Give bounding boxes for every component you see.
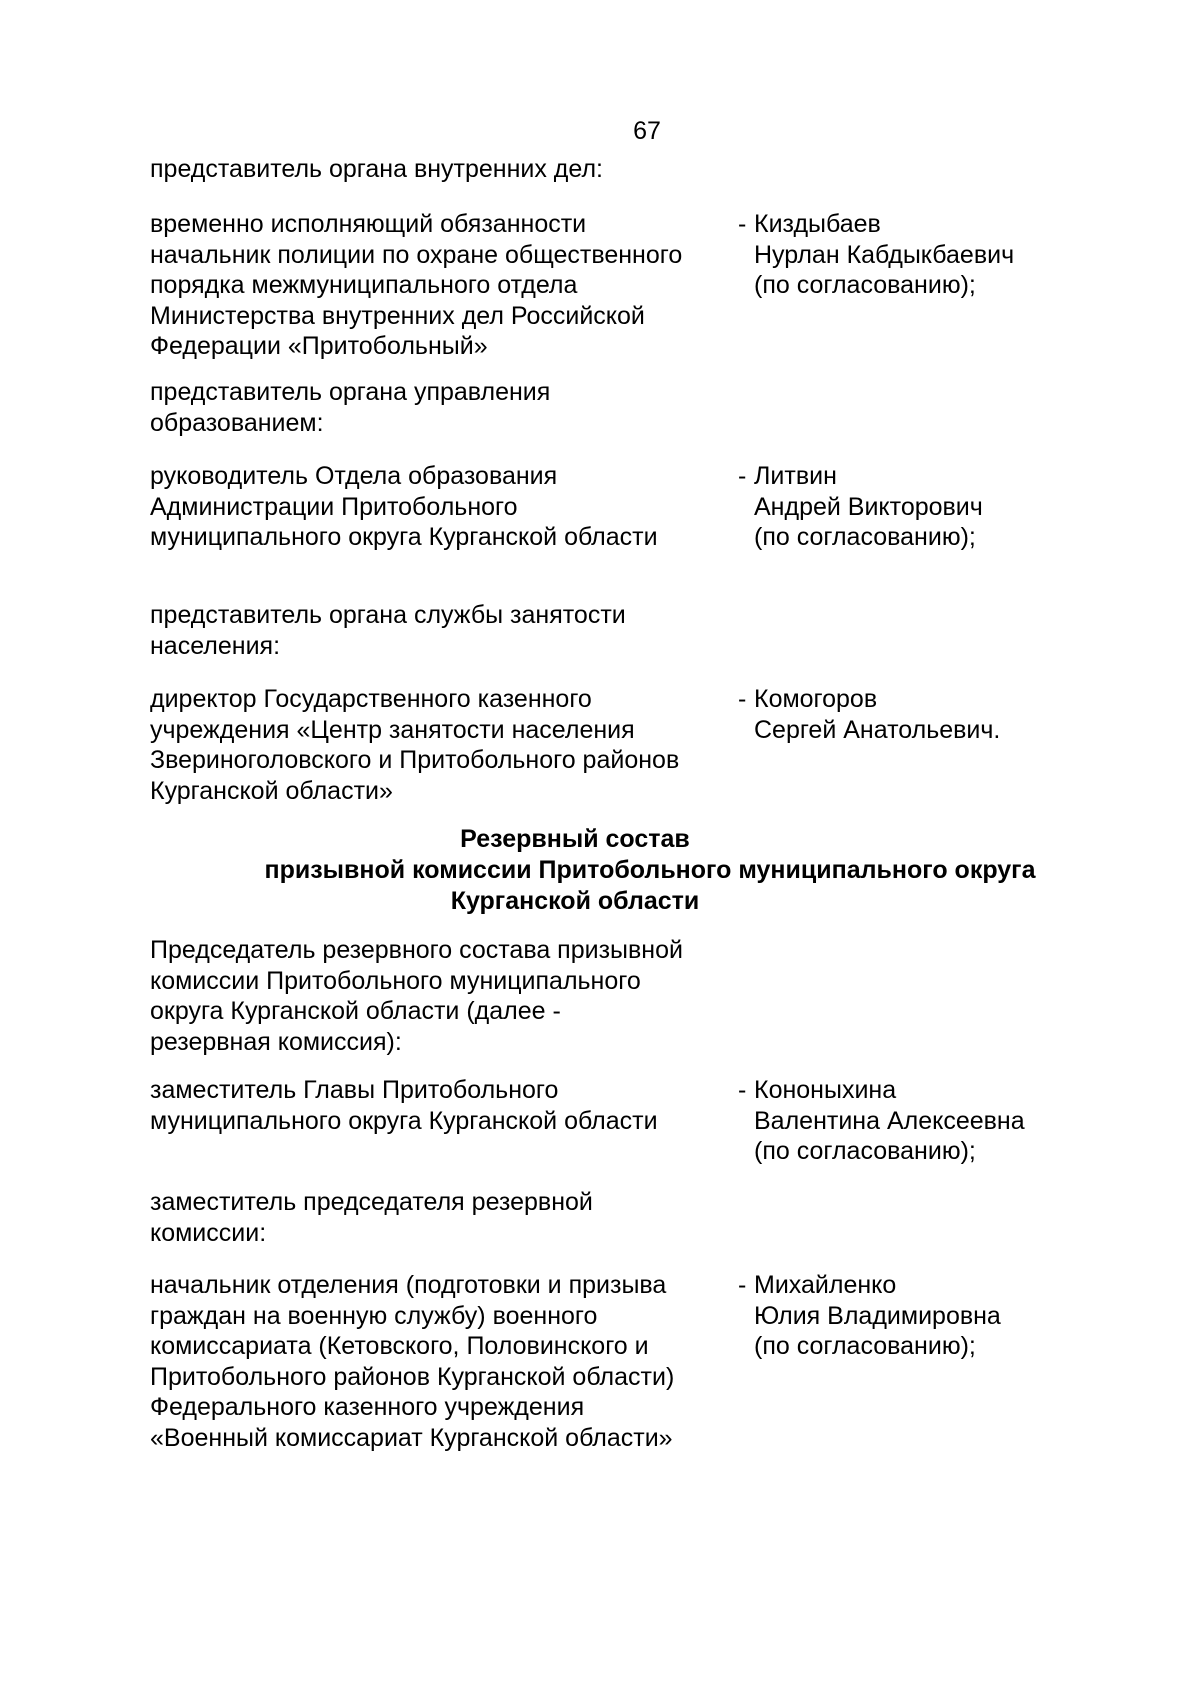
reserve-composition-title xyxy=(150,824,1150,917)
person-surname: Литвин xyxy=(754,462,837,490)
section-heading-reserve-deputy xyxy=(150,1187,1090,1248)
heading-line: Председатель резервного состава призывной xyxy=(150,936,683,964)
heading-line: представитель органа управления xyxy=(150,378,551,406)
section-heading-employment xyxy=(150,600,1090,661)
position-line: Федерации «Притобольный» xyxy=(150,332,488,360)
member-person xyxy=(738,461,1068,553)
position-line: «Военный комиссариат Курганской области» xyxy=(150,1423,673,1452)
heading-line: образованием: xyxy=(150,408,324,437)
position-line: комиссариата (Кетовского, Половинского и xyxy=(150,1332,649,1360)
position-line: муниципального округа Курганской области xyxy=(150,523,658,551)
position-line: заместитель Главы Притобольного xyxy=(150,1076,559,1104)
position-line: директор Государственного казенного xyxy=(150,685,592,713)
member-person xyxy=(738,684,1068,745)
person-surname: Киздыбаев xyxy=(754,210,881,238)
person-name: Валентина Алексеевна xyxy=(754,1106,1025,1135)
person-note: (по согласованию); xyxy=(754,271,976,299)
member-position xyxy=(150,1075,730,1136)
position-line: Притобольного районов Курганской области) xyxy=(150,1362,675,1391)
heading-line: населения: xyxy=(150,631,281,660)
position-line: Курганской области» xyxy=(150,776,393,805)
member-position xyxy=(150,684,730,806)
person-note: (по согласованию); xyxy=(754,1332,976,1360)
title-line: Резервный состав xyxy=(460,825,690,853)
person-name: Нурлан Кабдыкбаевич xyxy=(754,240,1015,269)
position-line: Администрации Притобольного xyxy=(150,492,518,521)
section-heading-education xyxy=(150,377,1090,438)
heading-line: комиссии: xyxy=(150,1218,267,1247)
person-surname: Комогоров xyxy=(754,685,878,713)
person-surname: Кононыхина xyxy=(754,1076,897,1104)
member-row-reserve-chairman xyxy=(150,1075,1090,1167)
member-row-reserve-deputy xyxy=(150,1270,1090,1453)
position-line: Звериноголовского и Притобольного районов xyxy=(150,746,680,774)
heading-line: резервная комиссия): xyxy=(150,1027,402,1056)
member-position xyxy=(150,461,730,553)
person-name: Юлия Владимировна xyxy=(754,1301,1001,1330)
member-person xyxy=(738,1075,1068,1167)
position-line: начальник отделения (подготовки и призыва xyxy=(150,1271,667,1299)
title-line: Курганской области xyxy=(450,887,700,915)
position-line: руководитель Отдела образования xyxy=(150,462,558,490)
position-line: учреждения «Центр занятости населения xyxy=(150,715,635,744)
page-number: 67 xyxy=(633,117,661,145)
heading-line: представитель органа службы занятости xyxy=(150,601,626,629)
person-note: (по согласованию); xyxy=(754,523,976,551)
heading-line: заместитель председателя резервной xyxy=(150,1188,593,1216)
member-row-education xyxy=(150,461,1090,553)
position-line: начальник полиции по охране общественного xyxy=(150,240,683,269)
person-surname: Михайленко xyxy=(754,1271,897,1299)
heading-line: представитель органа внутренних дел: xyxy=(150,155,604,183)
dash-mark: - xyxy=(738,1271,747,1299)
dash-mark: - xyxy=(738,210,747,238)
member-person xyxy=(738,209,1068,301)
dash-mark: - xyxy=(738,685,747,713)
person-name: Андрей Викторович xyxy=(754,492,983,521)
heading-line: комиссии Притобольного муниципального xyxy=(150,966,641,995)
person-name: Сергей Анатольевич. xyxy=(754,715,1001,744)
dash-mark: - xyxy=(738,462,747,490)
member-row-employment xyxy=(150,684,1090,806)
position-line: муниципального округа Курганской области xyxy=(150,1106,658,1135)
heading-line: округа Курганской области (далее - xyxy=(150,997,561,1025)
position-line: Министерства внутренних дел Российской xyxy=(150,301,645,330)
section-heading-reserve-chairman xyxy=(150,935,1090,1057)
member-position xyxy=(150,209,730,362)
member-person xyxy=(738,1270,1068,1362)
section-heading-internal-affairs xyxy=(150,154,1090,185)
person-note: (по согласованию); xyxy=(754,1137,976,1165)
position-line: граждан на военную службу) военного xyxy=(150,1301,598,1330)
position-line: порядка межмуниципального отдела xyxy=(150,271,578,299)
member-row-internal-affairs xyxy=(150,209,1090,362)
position-line: временно исполняющий обязанности xyxy=(150,210,587,238)
title-line: призывной комиссии Притобольного муниципального округа xyxy=(264,856,1036,884)
member-position xyxy=(150,1270,730,1453)
position-line: Федерального казенного учреждения xyxy=(150,1393,585,1421)
dash-mark: - xyxy=(738,1076,747,1104)
